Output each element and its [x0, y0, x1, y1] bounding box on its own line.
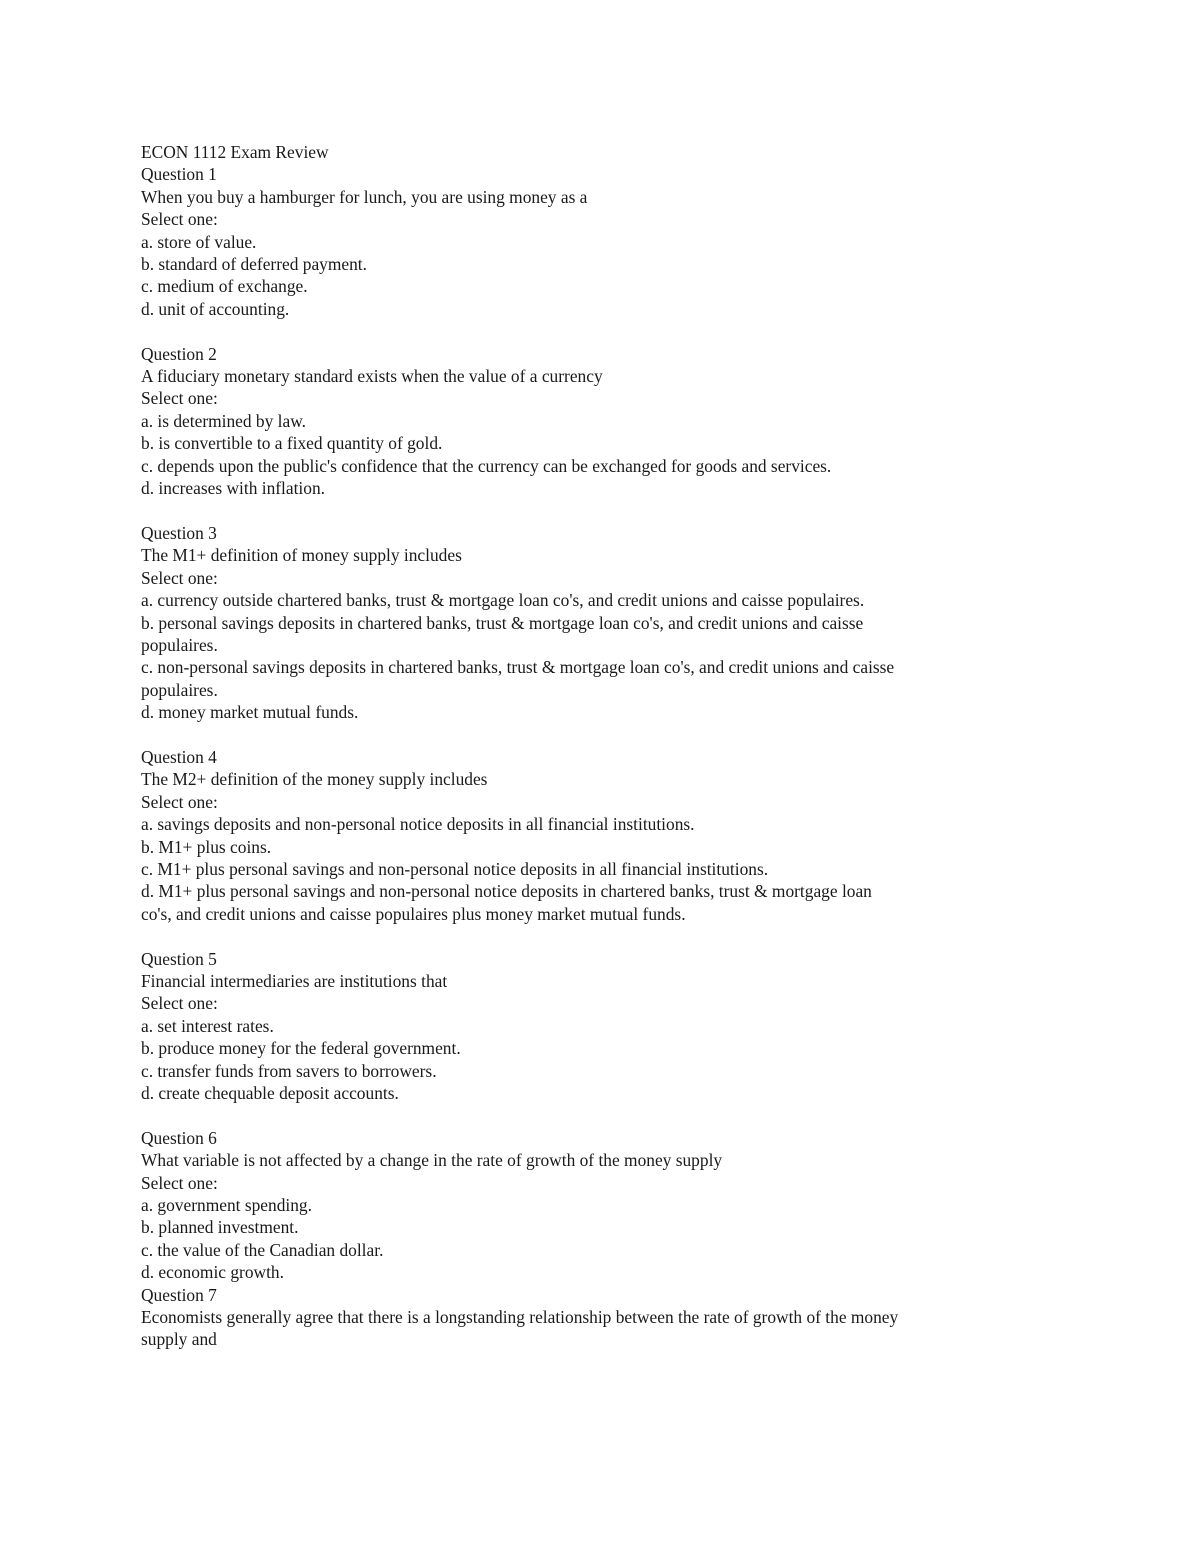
question-block-5 [141, 948, 901, 1105]
document-body [141, 141, 901, 1351]
question-text: Economists generally agree that there is a longstanding relationship between the rate of growth of the money supply and [141, 1307, 899, 1350]
question-block-2 [141, 343, 901, 500]
question-label: Question 7 [141, 1284, 217, 1305]
answer-option: b. is convertible to a fixed quantity of gold. [141, 433, 443, 454]
answer-option: d. unit of accounting. [141, 298, 290, 319]
select-prompt: Select one: [141, 388, 218, 409]
question-text: Financial intermediaries are institutions that [141, 970, 448, 991]
question-block-1 [141, 163, 901, 320]
select-prompt: Select one: [141, 209, 218, 230]
spacer [141, 925, 901, 947]
select-prompt: Select one: [141, 993, 218, 1014]
question-block-3 [141, 522, 901, 724]
question-label: Question 4 [141, 746, 217, 767]
select-prompt: Select one: [141, 791, 218, 812]
answer-option: b. M1+ plus coins. [141, 836, 272, 857]
answer-option: a. government spending. [141, 1195, 312, 1216]
select-prompt: Select one: [141, 1172, 218, 1193]
question-text: When you buy a hamburger for lunch, you are using money as a [141, 186, 588, 207]
answer-option: b. produce money for the federal government. [141, 1038, 461, 1059]
answer-option: a. store of value. [141, 231, 257, 252]
answer-option: b. planned investment. [141, 1217, 299, 1238]
answer-option: d. M1+ plus personal savings and non-personal notice deposits in chartered banks, trust & mortgage loan co's, and credit unions and caisse populaires plus money market mutual funds. [141, 881, 872, 924]
answer-option: b. standard of deferred payment. [141, 254, 367, 275]
spacer [141, 499, 901, 521]
question-label: Question 5 [141, 948, 217, 969]
question-block-7 [141, 1284, 901, 1351]
question-text: The M1+ definition of money supply includes [141, 545, 462, 566]
spacer [141, 724, 901, 746]
answer-option: c. medium of exchange. [141, 276, 308, 297]
answer-option: c. M1+ plus personal savings and non-personal notice deposits in all financial institutions. [141, 858, 769, 879]
answer-option: a. currency outside chartered banks, trust & mortgage loan co's, and credit unions and caisse populaires. [141, 590, 865, 611]
question-label: Question 1 [141, 164, 217, 185]
question-block-6 [141, 1127, 901, 1284]
question-text: A fiduciary monetary standard exists when the value of a currency [141, 366, 603, 387]
answer-option: d. create chequable deposit accounts. [141, 1083, 399, 1103]
answer-option: c. the value of the Canadian dollar. [141, 1239, 384, 1260]
answer-option: c. depends upon the public's confidence that the currency can be exchanged for goods and services. [141, 455, 832, 476]
question-text: The M2+ definition of the money supply includes [141, 769, 488, 790]
select-prompt: Select one: [141, 567, 218, 588]
question-label: Question 6 [141, 1127, 217, 1148]
answer-option: a. is determined by law. [141, 410, 306, 431]
question-label: Question 3 [141, 522, 217, 543]
question-text: What variable is not affected by a change in the rate of growth of the money supply [141, 1150, 723, 1171]
answer-option: d. economic growth. [141, 1262, 284, 1283]
answer-option: c. transfer funds from savers to borrowers. [141, 1060, 437, 1081]
question-block-4 [141, 746, 901, 925]
answer-option: a. savings deposits and non-personal notice deposits in all financial institutions. [141, 814, 695, 835]
answer-option: b. personal savings deposits in chartered banks, trust & mortgage loan co's, and credit unions and caisse populaires. [141, 612, 864, 655]
answer-option: d. increases with inflation. [141, 478, 326, 499]
answer-option: d. money market mutual funds. [141, 702, 359, 723]
spacer [141, 320, 901, 342]
answer-option: c. non-personal savings deposits in chartered banks, trust & mortgage loan co's, and credit unions and caisse populaires. [141, 657, 895, 700]
spacer [141, 1104, 901, 1126]
question-label: Question 2 [141, 343, 217, 364]
answer-option: a. set interest rates. [141, 1015, 274, 1036]
document-title: ECON 1112 Exam Review [141, 142, 329, 162]
